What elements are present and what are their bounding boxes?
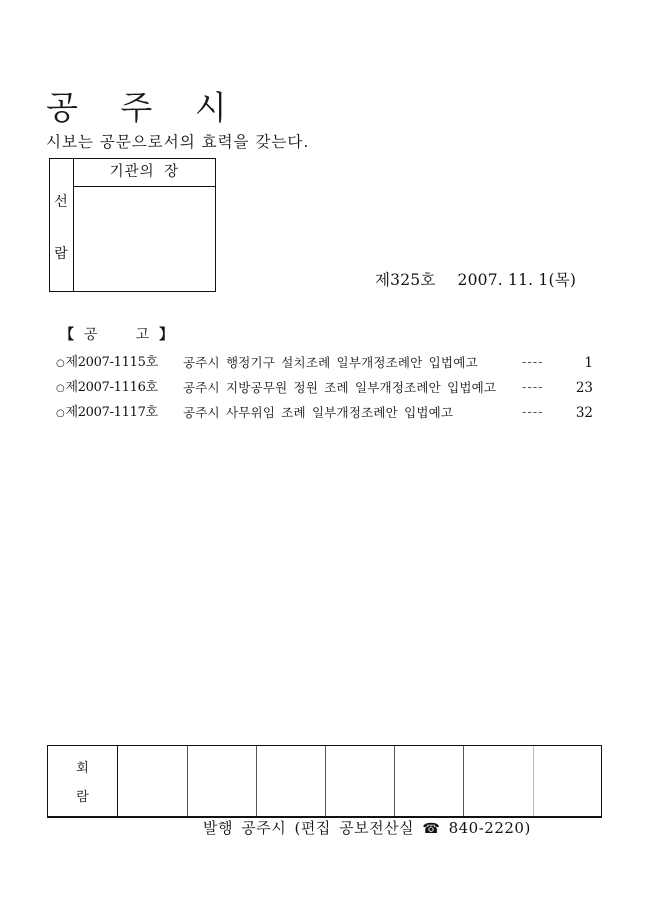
bullet-icon: ○: [56, 408, 65, 419]
phone-number: 840-2220): [448, 819, 531, 837]
notice-item[interactable]: [56, 377, 601, 402]
routing-signature-cell[interactable]: [188, 746, 257, 816]
notice-page: 32: [575, 405, 593, 421]
routing-signature-cell[interactable]: [534, 746, 601, 816]
notice-number-wrap: [56, 352, 158, 375]
notice-page: 1: [584, 355, 593, 371]
notice-number-wrap: [56, 377, 158, 400]
section-heading: [60, 325, 173, 345]
side-label-bottom: 람: [54, 246, 68, 262]
page-subtitle: 시보는 공문으로서의 효력을 갖는다.: [46, 133, 310, 151]
notice-item[interactable]: [56, 402, 601, 427]
phone-icon: ☎: [422, 821, 441, 837]
circulation-signature-area[interactable]: [74, 187, 215, 291]
routing-table: [47, 745, 602, 818]
publisher: 발행 공주시: [203, 819, 287, 837]
notice-number-wrap: [56, 402, 158, 425]
notice-number: 제2007-1116호: [65, 380, 158, 395]
section-word-2: 고: [135, 327, 150, 343]
routing-signature-cell[interactable]: [395, 746, 464, 816]
routing-label-bottom: 람: [76, 790, 89, 805]
notice-item[interactable]: [56, 352, 601, 377]
routing-signature-cell[interactable]: [257, 746, 326, 816]
notice-title[interactable]: 공주시 지방공무원 정원 조례 일부개정조례안 입법예고: [183, 380, 497, 395]
dot-leader: ----: [522, 355, 544, 370]
routing-label-top: 회: [76, 761, 89, 776]
notice-list: [56, 352, 601, 427]
bullet-icon: ○: [56, 383, 65, 394]
side-label-top: 선: [54, 194, 68, 210]
bracket-open: 【: [60, 327, 74, 343]
page-title: 공 주 시: [46, 88, 243, 127]
bracket-close: 】: [159, 327, 174, 343]
routing-signature-cell[interactable]: [118, 746, 188, 816]
section-word-1: 공: [84, 327, 98, 343]
notice-title[interactable]: 공주시 행정기구 설치조례 일부개정조례안 입법예고: [183, 355, 478, 370]
issue-number: 제325호: [375, 271, 436, 289]
routing-signature-cell[interactable]: [464, 746, 534, 816]
notice-title[interactable]: 공주시 사무위임 조례 일부개정조례안 입법예고: [183, 405, 454, 420]
editor: (편집 공보전산실: [294, 819, 415, 837]
dot-leader: ----: [522, 380, 544, 395]
publisher-footer: [203, 817, 531, 840]
notice-number: 제2007-1117호: [65, 405, 158, 420]
dot-leader: ----: [522, 405, 544, 420]
issue-date: 2007. 11. 1(목): [457, 271, 577, 289]
circulation-column-header: 기관의 장: [74, 159, 215, 187]
circulation-box: [49, 158, 216, 292]
notice-number: 제2007-1115호: [65, 355, 158, 370]
issue-info: [375, 269, 576, 291]
notice-page: 23: [575, 380, 593, 396]
bullet-icon: ○: [56, 358, 65, 369]
routing-signature-cell[interactable]: [326, 746, 395, 816]
circulation-side-label: [50, 159, 74, 291]
routing-label: [48, 746, 118, 816]
